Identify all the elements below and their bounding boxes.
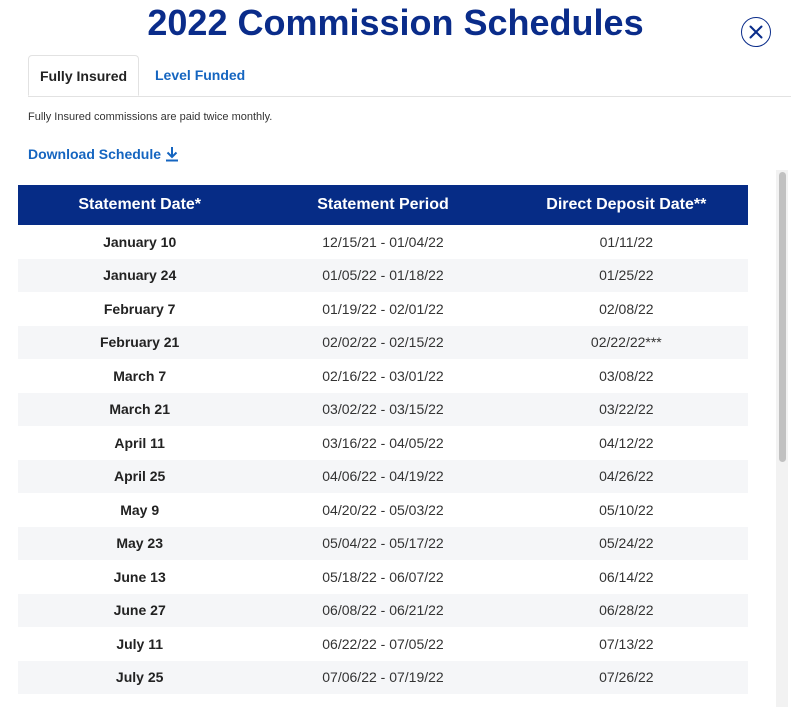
deposit-date-cell: 01/11/22: [505, 225, 748, 259]
deposit-date-cell: 05/10/22: [505, 493, 748, 527]
statement-date-cell: March 21: [18, 393, 261, 427]
deposit-date-cell: 04/12/22: [505, 426, 748, 460]
statement-period-cell: 07/06/22 - 07/19/22: [261, 661, 504, 695]
statement-period-cell: 03/16/22 - 04/05/22: [261, 426, 504, 460]
deposit-date-cell: 06/28/22: [505, 594, 748, 628]
table-row: [18, 426, 748, 460]
table-row: [18, 493, 748, 527]
statement-period-cell: 04/20/22 - 05/03/22: [261, 493, 504, 527]
close-icon: [749, 25, 763, 39]
table-row: [18, 560, 748, 594]
statement-period-cell: 04/06/22 - 04/19/22: [261, 460, 504, 494]
deposit-date-cell: 02/22/22***: [505, 326, 748, 360]
deposit-date-cell: 06/14/22: [505, 560, 748, 594]
statement-date-cell: May 9: [18, 493, 261, 527]
deposit-date-cell: 02/08/22: [505, 292, 748, 326]
deposit-date-cell: 07/26/22: [505, 661, 748, 695]
table-header-row: [18, 185, 748, 225]
tab-bar: [28, 55, 791, 97]
statement-period-cell: 02/16/22 - 03/01/22: [261, 359, 504, 393]
statement-date-cell: July 25: [18, 661, 261, 695]
statement-date-cell: June 13: [18, 560, 261, 594]
header-statement-period: Statement Period: [261, 185, 504, 225]
description-text: Fully Insured commissions are paid twice monthly.: [28, 111, 273, 123]
statement-period-cell: 01/05/22 - 01/18/22: [261, 259, 504, 293]
statement-date-cell: February 7: [18, 292, 261, 326]
tab-level-funded[interactable]: Level Funded: [155, 67, 246, 83]
statement-date-cell: July 11: [18, 627, 261, 661]
statement-period-cell: 05/18/22 - 06/07/22: [261, 560, 504, 594]
deposit-date-cell: 07/13/22: [505, 627, 748, 661]
statement-period-cell: 12/15/21 - 01/04/22: [261, 225, 504, 259]
statement-period-cell: 03/02/22 - 03/15/22: [261, 393, 504, 427]
header-direct-deposit-date: Direct Deposit Date**: [505, 185, 748, 225]
table-row: [18, 527, 748, 561]
tab-fully-insured[interactable]: Fully Insured: [28, 55, 139, 96]
table-row: [18, 326, 748, 360]
statement-date-cell: January 24: [18, 259, 261, 293]
statement-period-cell: 05/04/22 - 05/17/22: [261, 527, 504, 561]
statement-date-cell: June 27: [18, 594, 261, 628]
download-schedule-link[interactable]: [28, 146, 179, 162]
statement-period-cell: 01/19/22 - 02/01/22: [261, 292, 504, 326]
table-row: [18, 594, 748, 628]
table-row: [18, 661, 748, 695]
table-row: [18, 627, 748, 661]
close-button[interactable]: [741, 17, 771, 47]
statement-date-cell: April 25: [18, 460, 261, 494]
statement-date-cell: February 21: [18, 326, 261, 360]
table-row: [18, 259, 748, 293]
deposit-date-cell: 04/26/22: [505, 460, 748, 494]
schedule-table: [18, 185, 748, 694]
table-row: [18, 225, 748, 259]
download-label: Download Schedule: [28, 146, 162, 162]
statement-period-cell: 06/08/22 - 06/21/22: [261, 594, 504, 628]
deposit-date-cell: 01/25/22: [505, 259, 748, 293]
deposit-date-cell: 05/24/22: [505, 527, 748, 561]
statement-date-cell: January 10: [18, 225, 261, 259]
statement-date-cell: April 11: [18, 426, 261, 460]
download-icon: [165, 146, 179, 162]
page-title: 2022 Commission Schedules: [147, 2, 644, 43]
table-row: [18, 393, 748, 427]
statement-date-cell: March 7: [18, 359, 261, 393]
deposit-date-cell: 03/22/22: [505, 393, 748, 427]
deposit-date-cell: 03/08/22: [505, 359, 748, 393]
statement-date-cell: May 23: [18, 527, 261, 561]
table-row: [18, 292, 748, 326]
table-row: [18, 359, 748, 393]
scrollbar-thumb[interactable]: [779, 172, 786, 462]
table-row: [18, 460, 748, 494]
header-statement-date: Statement Date*: [18, 185, 261, 225]
statement-period-cell: 02/02/22 - 02/15/22: [261, 326, 504, 360]
schedule-table-container: [18, 185, 748, 694]
statement-period-cell: 06/22/22 - 07/05/22: [261, 627, 504, 661]
